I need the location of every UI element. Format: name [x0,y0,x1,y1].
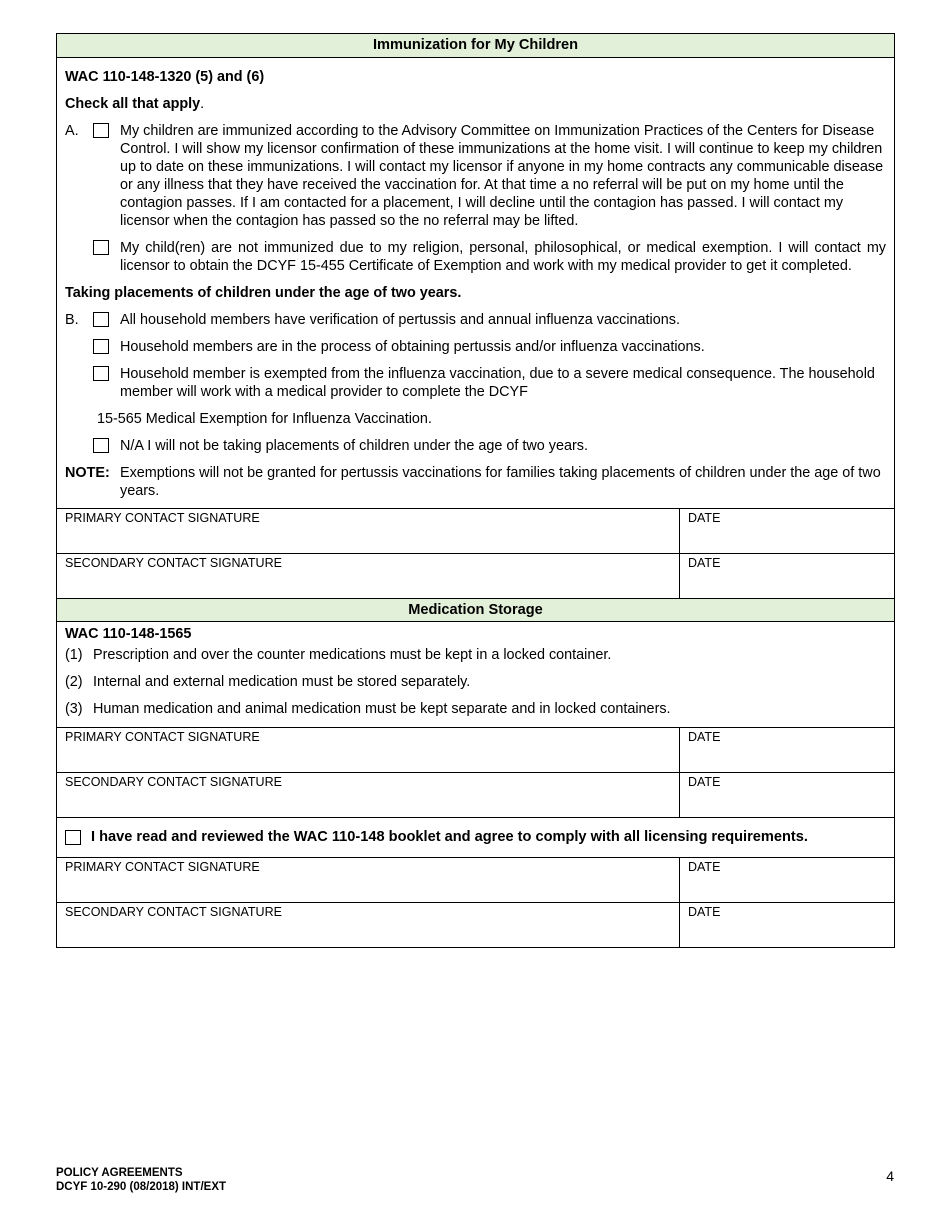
medication-item-number: (1) [65,647,83,663]
primary-date-field[interactable]: DATE [688,511,721,525]
secondary-date-field[interactable]: DATE [688,905,721,919]
medication-item [65,700,886,718]
not-applicable-checkbox[interactable] [93,438,109,453]
item-b3-continuation: 15-565 Medical Exemption for Influenza Vaccination. [97,411,432,427]
item-b4-text: N/A I will not be taking placements of children under the age of two years. [120,438,588,454]
primary-signature-field[interactable]: PRIMARY CONTACT SIGNATURE [57,728,680,772]
item-b-letter: B. [65,312,79,328]
immunization-section-header: Immunization for My Children [57,34,894,58]
primary-date-field[interactable]: DATE [688,730,721,744]
page-number: 4 [886,1168,894,1184]
exempted-checkbox[interactable] [93,366,109,381]
medication-item-number: (2) [65,674,83,690]
signature-row-primary [57,727,894,772]
in-process-checkbox[interactable] [93,339,109,354]
medication-item-text: Prescription and over the counter medications must be kept in a locked container. [93,647,612,663]
item-a-immunized [65,122,886,230]
signature-row-secondary [57,553,894,598]
primary-signature-field[interactable]: PRIMARY CONTACT SIGNATURE [57,858,680,902]
verification-checkbox[interactable] [93,312,109,327]
medication-item [65,646,886,664]
medication-section [57,625,894,727]
check-all-period: . [200,96,205,112]
agreement-row [57,817,894,857]
item-a-not-immunized [65,239,886,275]
agreement-text: I have read and reviewed the WAC 110-148 booklet and agree to comply with all licensing requirements. [91,829,808,846]
footer-form-number: DCYF 10-290 (08/2018) INT/EXT [56,1181,227,1194]
check-all-strong: Check all that apply [65,96,201,112]
item-a2-text: My child(ren) are not immunized due to my religion, personal, philosophical, or medical exemption. I will contact my licensor to obtain the DCYF 15-455 Certificate of Exemption and work with my medical provider to get it completed. [120,240,886,274]
signature-row-primary [57,508,894,553]
primary-date-field[interactable]: DATE [688,860,721,874]
item-b-exempted [65,365,886,401]
medication-section-header: Medication Storage [57,598,894,622]
secondary-signature-field[interactable]: SECONDARY CONTACT SIGNATURE [57,903,680,947]
medication-item-number: (3) [65,701,83,717]
note [65,464,886,500]
agreement-checkbox[interactable] [65,830,81,845]
note-label: NOTE: [65,465,110,481]
under-two-heading: Taking placements of children under the age of two years. [65,285,462,301]
secondary-date-field[interactable]: DATE [688,556,721,570]
medication-item [65,673,886,691]
note-text: Exemptions will not be granted for pertussis vaccinations for families taking placements of children under the age of two years. [120,465,881,499]
policy-form [56,33,895,948]
immunization-section [57,68,894,500]
item-a-letter: A. [65,123,79,139]
medication-item-text: Human medication and animal medication must be kept separate and in locked containers. [93,701,671,717]
item-b2-text: Household members are in the process of obtaining pertussis and/or influenza vaccinations. [120,339,705,355]
signature-row-primary [57,857,894,902]
item-b-not-applicable [65,437,886,455]
item-b-in-process [65,338,886,356]
secondary-signature-field[interactable]: SECONDARY CONTACT SIGNATURE [57,773,680,817]
immunized-checkbox[interactable] [93,123,109,138]
signature-row-secondary [57,772,894,817]
secondary-date-field[interactable]: DATE [688,775,721,789]
medication-wac-reference: WAC 110-148-1565 [65,626,192,642]
immunization-wac-reference: WAC 110-148-1320 (5) and (6) [65,69,265,85]
footer-title: POLICY AGREEMENTS [56,1167,183,1179]
signature-row-secondary [57,902,894,947]
item-b-verification [65,311,886,329]
secondary-signature-field[interactable]: SECONDARY CONTACT SIGNATURE [57,554,680,598]
medication-item-text: Internal and external medication must be stored separately. [93,674,471,690]
item-b1-text: All household members have verification of pertussis and annual influenza vaccinations. [120,312,680,328]
not-immunized-checkbox[interactable] [93,240,109,255]
item-a-text: My children are immunized according to the Advisory Committee on Immunization Practices of the Centers for Disease Control. I will show my licensor confirmation of these immunizations at the home visit. I will continue to keep my children up to date on these immunizations. I will contact my licensor if anyone in my home contracts any communicable disease or any illness that they have received the vaccination for. At that time a no referral will be put on my home until the contagion passes. If I am contacted for a placement, I will decline until the contagion has passed. I will contact my licensor when the contagion has passed so the no referral may be lifted. [120,123,884,229]
check-all-instruction [65,95,886,113]
item-b3-text: Household member is exempted from the influenza vaccination, due to a severe medical consequence. The household member will work with a medical provider to complete the DCYF [120,366,875,400]
footer-form-id [56,1166,226,1195]
primary-signature-field[interactable]: PRIMARY CONTACT SIGNATURE [57,509,680,553]
